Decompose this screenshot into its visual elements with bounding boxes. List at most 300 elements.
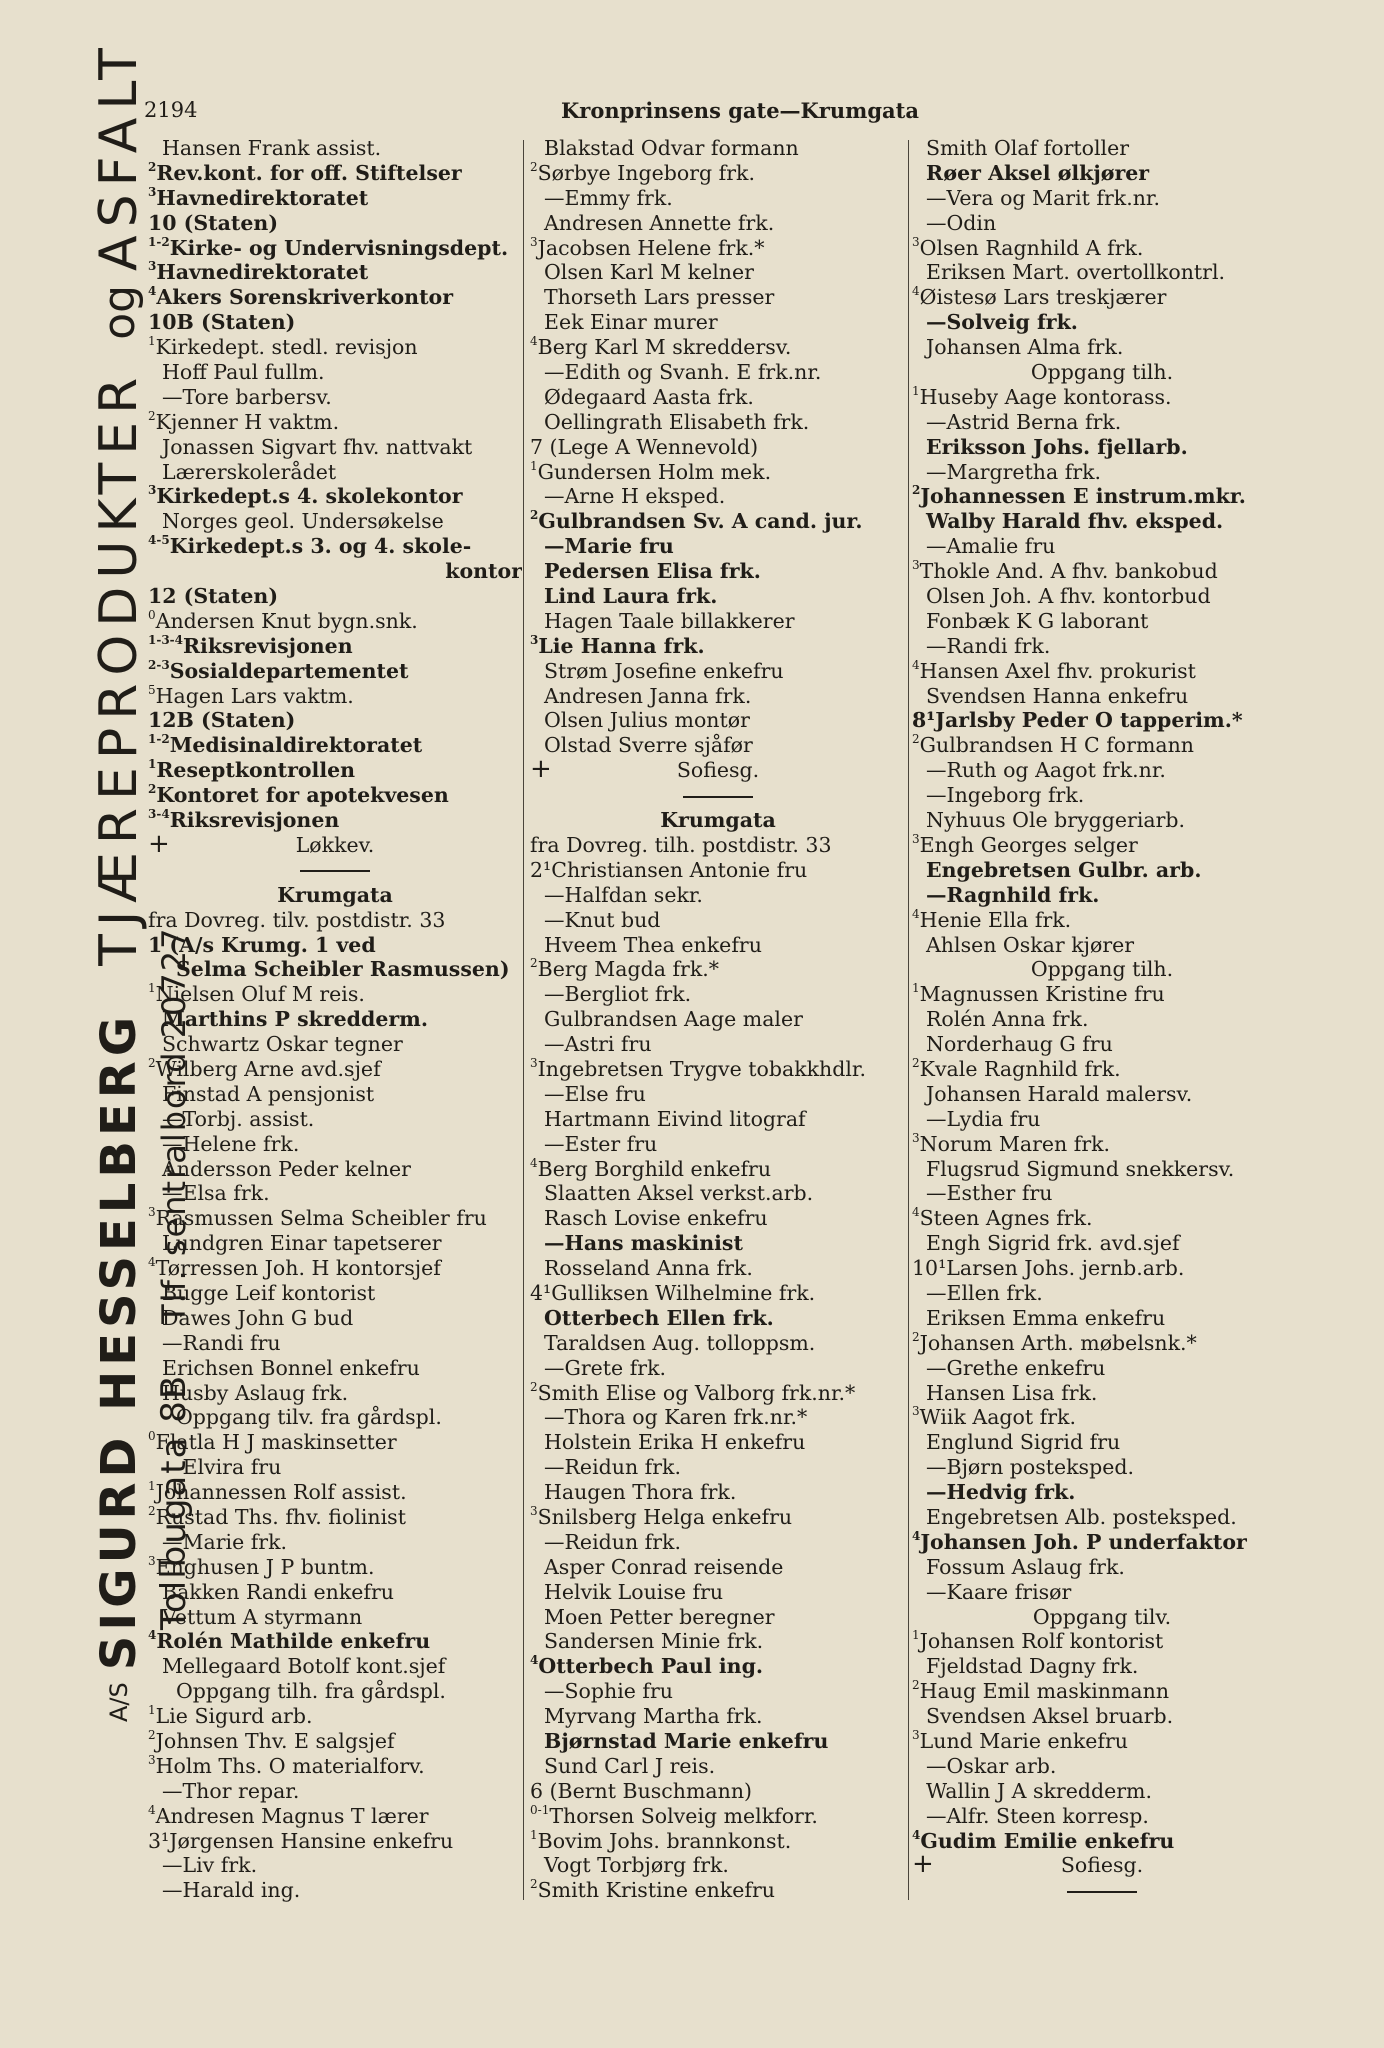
directory-entry xyxy=(530,1754,906,1779)
entry-text: 4¹Gulliksen Wilhelmine frk. xyxy=(530,1280,816,1305)
directory-entry xyxy=(912,1132,1292,1157)
directory-entry xyxy=(912,858,1292,883)
entry-text: Schwartz Oskar tegner xyxy=(162,1032,403,1057)
entry-text: —Marie frk. xyxy=(162,1529,288,1554)
entry-text: Eek Einar murer xyxy=(544,310,718,335)
entry-text: Bjørnstad Marie enkefru xyxy=(544,1729,829,1753)
entry-text: Svendsen Hanna enkefru xyxy=(926,683,1189,708)
directory-entry xyxy=(530,1231,906,1256)
entry-text: Gulbrandsen Sv. A cand. jur. xyxy=(538,509,863,534)
directory-entry xyxy=(148,1181,522,1206)
directory-entry xyxy=(148,1032,522,1057)
directory-entry xyxy=(148,484,522,509)
floor-number: 2 xyxy=(912,1679,920,1693)
directory-entry xyxy=(530,1356,906,1381)
entry-text: Engh Sigrid frk. avd.sjef xyxy=(926,1231,1180,1256)
entry-text: Slaatten Aksel verkst.arb. xyxy=(544,1181,814,1206)
company-prefix: A/S xyxy=(105,1682,133,1722)
floor-number: 4 xyxy=(912,285,920,299)
directory-entry xyxy=(530,808,906,833)
products-asphalt: ASFALT xyxy=(89,40,149,271)
directory-entry xyxy=(148,933,522,958)
directory-entry xyxy=(912,1356,1292,1381)
entry-text: Kirkedept.s 4. skolekontor xyxy=(156,484,463,509)
directory-entry xyxy=(148,808,522,833)
floor-number: 2 xyxy=(912,484,921,498)
directory-entry xyxy=(912,1580,1292,1605)
company-name: SIGURD HESSELBERG xyxy=(91,1011,147,1671)
directory-entry xyxy=(912,634,1292,659)
directory-entry xyxy=(912,1381,1292,1406)
directory-entry xyxy=(530,285,906,310)
directory-entry xyxy=(148,1405,522,1430)
entry-text: Kjenner H vaktm. xyxy=(155,409,340,434)
directory-entry xyxy=(912,659,1292,684)
entry-text: Nielsen Oluf M reis. xyxy=(155,982,365,1007)
floor-number: 2 xyxy=(530,1380,538,1394)
floor-number: 5 xyxy=(148,683,156,697)
entry-text: —Bjørn posteksped. xyxy=(926,1455,1134,1480)
entry-text: Kontoret for apotekvesen xyxy=(156,783,449,808)
entry-text: Blakstad Odvar formann xyxy=(544,136,799,160)
directory-entry xyxy=(148,1057,522,1082)
floor-number: 3 xyxy=(148,1753,156,1767)
floor-number: 2 xyxy=(912,1056,920,1070)
directory-entry xyxy=(148,211,522,236)
directory-entry xyxy=(148,161,522,186)
floor-number: 2 xyxy=(912,1330,920,1344)
directory-entry xyxy=(530,1555,906,1580)
floor-number: 3 xyxy=(912,1131,920,1145)
entry-text: Fjeldstad Dagny frk. xyxy=(926,1654,1139,1679)
entry-text: Krumgata xyxy=(660,808,776,833)
entry-text: Oellingrath Elisabeth frk. xyxy=(544,409,810,434)
entry-text: Hagen Lars vaktm. xyxy=(155,683,354,708)
directory-entry xyxy=(912,161,1292,186)
entry-text: Magnussen Kristine fru xyxy=(919,982,1165,1007)
directory-entry xyxy=(148,509,522,534)
directory-entry xyxy=(148,1256,522,1281)
entry-text: Oppgang tilv. xyxy=(1032,1604,1172,1629)
directory-entry xyxy=(530,1704,906,1729)
directory-entry xyxy=(912,1405,1292,1430)
directory-entry xyxy=(530,1878,906,1903)
entry-text: Olsen Ragnhild A frk. xyxy=(919,235,1144,260)
entry-text: —Ruth og Aagot frk.nr. xyxy=(926,758,1166,783)
entry-text: Tørressen Joh. H kontorsjef xyxy=(155,1256,441,1281)
entry-text: Medisinaldirektoratet xyxy=(169,733,423,758)
directory-entry xyxy=(530,1829,906,1854)
company-address: Tollbugata 8B xyxy=(154,1373,194,1630)
entry-text: Walby Harald fhv. eksped. xyxy=(926,509,1224,534)
entry-text: —Astrid Berna frk. xyxy=(926,409,1122,434)
directory-entry xyxy=(912,460,1292,485)
entry-text: Andresen Magnus T lærer xyxy=(155,1803,429,1828)
entry-text: Pedersen Elisa frk. xyxy=(544,559,761,584)
directory-entry xyxy=(912,1729,1292,1754)
directory-entry xyxy=(148,833,522,858)
entry-text: Rosseland Anna frk. xyxy=(544,1256,753,1281)
entry-text: Svendsen Aksel bruarb. xyxy=(926,1704,1174,1729)
directory-entry xyxy=(148,1853,522,1878)
entry-text: Kirke- og Undervisningsdept. xyxy=(169,235,509,260)
floor-number: 3 xyxy=(148,1554,156,1568)
entry-text: Smith Elise og Valborg frk.nr.* xyxy=(537,1380,856,1405)
directory-entry xyxy=(530,609,906,634)
directory-entry xyxy=(530,460,906,485)
entry-text: —Torbj. assist. xyxy=(162,1106,315,1131)
directory-entry xyxy=(148,1704,522,1729)
directory-entry xyxy=(148,1082,522,1107)
directory-entry xyxy=(912,1779,1292,1804)
entry-text: Flugsrud Sigmund snekkersv. xyxy=(926,1156,1235,1181)
directory-entry xyxy=(148,957,522,982)
directory-entry xyxy=(912,1256,1292,1281)
directory-entry xyxy=(148,1629,522,1654)
directory-entry xyxy=(148,1530,522,1555)
directory-entry xyxy=(148,1580,522,1605)
directory-entry xyxy=(530,310,906,335)
floor-number: 4 xyxy=(912,907,920,921)
directory-entry xyxy=(912,982,1292,1007)
floor-number: 4 xyxy=(530,335,538,349)
directory-entry xyxy=(530,957,906,982)
entry-text: Haugen Thora frk. xyxy=(544,1480,737,1505)
entry-text: Holstein Erika H enkefru xyxy=(544,1430,806,1455)
directory-entry xyxy=(530,1405,906,1430)
directory-entry xyxy=(912,609,1292,634)
directory-entry xyxy=(912,484,1292,509)
directory-entry xyxy=(530,1057,906,1082)
directory-entry xyxy=(148,609,522,634)
entry-text: —Thor repar. xyxy=(162,1778,300,1803)
entry-text: Gulbrandsen Aage maler xyxy=(544,1007,803,1032)
floor-number: 3 xyxy=(912,559,920,573)
directory-entry xyxy=(530,1107,906,1132)
page-header xyxy=(0,98,1384,128)
products-tar: TJÆREPRODUKTER xyxy=(89,369,149,966)
entry-text: Lie Sigurd arb. xyxy=(155,1704,313,1729)
directory-column-1 xyxy=(148,136,522,1903)
directory-entry xyxy=(912,684,1292,709)
directory-entry xyxy=(148,659,522,684)
directory-entry xyxy=(148,1306,522,1331)
floor-number: 1 xyxy=(912,1629,920,1643)
floor-number: 2 xyxy=(530,160,538,174)
entry-text: Henie Ella frk. xyxy=(919,907,1072,932)
floor-number: 3 xyxy=(530,633,539,647)
directory-entry xyxy=(912,1157,1292,1182)
entry-text: Havnedirektoratet xyxy=(156,260,369,285)
entry-text: Thorsen Solveig melkforr. xyxy=(549,1803,818,1828)
directory-entry xyxy=(148,634,522,659)
entry-text: Moen Petter beregner xyxy=(544,1604,775,1629)
entry-text: Johannessen E instrum.mkr. xyxy=(920,484,1246,509)
directory-entry xyxy=(148,410,522,435)
directory-entry xyxy=(530,1007,906,1032)
entry-text: Helvik Louise fru xyxy=(544,1579,724,1604)
entry-text: Sund Carl J reis. xyxy=(544,1753,716,1778)
directory-entry xyxy=(148,335,522,360)
directory-entry xyxy=(530,1530,906,1555)
directory-entry xyxy=(912,883,1292,908)
directory-entry xyxy=(912,559,1292,584)
entry-text: —Hedvig frk. xyxy=(926,1480,1076,1505)
directory-entry xyxy=(530,908,906,933)
directory-entry xyxy=(148,186,522,211)
directory-entry xyxy=(530,1654,906,1679)
directory-entry xyxy=(530,1206,906,1231)
entry-text: —Ellen frk. xyxy=(926,1280,1043,1305)
entry-text: Jacobsen Helene frk.* xyxy=(537,235,765,260)
directory-entry xyxy=(530,1580,906,1605)
floor-number: 1 xyxy=(530,1828,538,1842)
directory-entry xyxy=(912,509,1292,534)
cross-street-icon: + xyxy=(912,1853,934,1879)
entry-text: Oppgang tilh. xyxy=(1030,360,1174,385)
directory-entry xyxy=(912,260,1292,285)
entry-text: —Grete frk. xyxy=(544,1355,667,1380)
directory-entry xyxy=(148,708,522,733)
directory-entry xyxy=(530,1679,906,1704)
directory-entry xyxy=(530,684,906,709)
floor-number: 3 xyxy=(912,832,920,846)
cross-street-icon: + xyxy=(148,832,170,858)
entry-text: Bugge Leif kontorist xyxy=(162,1280,376,1305)
entry-text: Thokle And. A fhv. bankobud xyxy=(919,559,1218,584)
directory-entry xyxy=(530,1157,906,1182)
directory-entry xyxy=(912,1181,1292,1206)
directory-entry xyxy=(148,1804,522,1829)
floor-number: 2 xyxy=(530,957,538,971)
entry-text: Andresen Janna frk. xyxy=(544,683,752,708)
floor-number: 4 xyxy=(530,1654,539,1668)
entry-text: —Reidun frk. xyxy=(544,1529,681,1554)
entry-text: 12 (Staten) xyxy=(148,584,279,609)
entry-text: Finstad A pensjonist xyxy=(162,1081,375,1106)
floor-number: 4 xyxy=(912,1206,920,1220)
entry-text: —Solveig frk. xyxy=(926,310,1078,335)
directory-entry xyxy=(148,1107,522,1132)
directory-entry xyxy=(530,1605,906,1630)
entry-text: Husby Aslaug frk. xyxy=(162,1380,349,1405)
entry-text: Flatla H J maskinsetter xyxy=(155,1430,397,1455)
entry-text: Hagen Taale billakkerer xyxy=(544,608,795,633)
entry-text: fra Dovreg. tilh. postdistr. 33 xyxy=(530,832,832,857)
directory-entry xyxy=(530,858,906,883)
directory-entry xyxy=(912,435,1292,460)
directory-entry xyxy=(912,385,1292,410)
entry-text: —Vera og Marit frk.nr. xyxy=(926,185,1160,210)
directory-entry xyxy=(530,1181,906,1206)
entry-text: fra Dovreg. tilv. postdistr. 33 xyxy=(148,907,446,932)
entry-text: —Oskar arb. xyxy=(926,1753,1057,1778)
directory-entry xyxy=(912,1654,1292,1679)
entry-text: —Kaare frisør xyxy=(926,1579,1072,1604)
entry-text: Olsen Karl M kelner xyxy=(544,260,754,285)
entry-text: —Elvira fru xyxy=(162,1455,282,1480)
directory-entry xyxy=(912,1754,1292,1779)
floor-number: 2 xyxy=(912,733,920,747)
floor-number: 3-4 xyxy=(148,808,170,822)
directory-entry xyxy=(530,335,906,360)
company-phone: Tlf. sentralbord 20727 xyxy=(155,926,193,1324)
directory-entry xyxy=(530,1082,906,1107)
entry-text: Berg Borghild enkefru xyxy=(537,1156,772,1181)
entry-text: Kirkedept.s 3. og 4. skole- xyxy=(169,534,472,559)
entry-text: Sofiesg. xyxy=(1060,1853,1144,1878)
directory-entry xyxy=(148,1729,522,1754)
entry-text: Otterbech Ellen frk. xyxy=(544,1305,774,1330)
entry-text: Holm Ths. O materialforv. xyxy=(155,1753,425,1778)
entry-text: —Knut bud xyxy=(544,907,661,932)
entry-text: Hansen Frank assist. xyxy=(162,136,382,160)
entry-text: Marthins P skredderm. xyxy=(162,1007,428,1032)
entry-text: Andersen Knut bygn.snk. xyxy=(155,608,418,633)
entry-text: Asper Conrad reisende xyxy=(544,1554,784,1579)
directory-entry xyxy=(912,1331,1292,1356)
floor-number: 2 xyxy=(148,783,157,797)
directory-entry xyxy=(148,982,522,1007)
directory-entry xyxy=(530,136,906,161)
entry-text: Smith Olaf fortoller xyxy=(926,136,1130,160)
entry-text: Wallin J A skredderm. xyxy=(926,1778,1152,1803)
entry-text: Rasmussen Selma Scheibler fru xyxy=(155,1206,487,1231)
entry-text: Løkkev. xyxy=(295,832,375,857)
entry-text: —Ester fru xyxy=(544,1131,658,1156)
directory-entry xyxy=(530,385,906,410)
directory-entry xyxy=(912,758,1292,783)
directory-entry xyxy=(912,1231,1292,1256)
floor-number: 2 xyxy=(530,509,539,523)
entry-text: Olstad Sverre sjåfør xyxy=(544,733,753,758)
entry-text: Hveem Thea enkefru xyxy=(544,932,762,957)
entry-text: Ingebretsen Trygve tobakkhdlr. xyxy=(537,1056,866,1081)
entry-text: Hansen Axel fhv. prokurist xyxy=(919,658,1196,683)
floor-number: 0 xyxy=(148,608,156,622)
entry-text: —Emmy frk. xyxy=(544,185,673,210)
directory-entry xyxy=(530,435,906,460)
entry-text: Johansen Arth. møbelsnk.* xyxy=(919,1330,1197,1355)
directory-entry xyxy=(912,1281,1292,1306)
entry-text: Taraldsen Aug. tolloppsm. xyxy=(544,1330,816,1355)
entry-text: Lundgren Einar tapetserer xyxy=(162,1231,442,1256)
entry-text: Johansen Harald malersv. xyxy=(926,1081,1193,1106)
directory-entry xyxy=(148,1878,522,1903)
directory-entry xyxy=(148,310,522,335)
entry-text: Riksrevisjonen xyxy=(169,808,340,833)
entry-text: Myrvang Martha frk. xyxy=(544,1704,763,1729)
entry-text: Olsen Joh. A fhv. kontorbud xyxy=(926,584,1211,609)
entry-text: Ødegaard Aasta frk. xyxy=(544,384,754,409)
floor-number: 2 xyxy=(148,160,157,174)
products-connector: og xyxy=(93,284,145,340)
floor-number: 4 xyxy=(530,1156,538,1170)
floor-number: 3 xyxy=(530,1504,538,1518)
entry-text: —Sophie fru xyxy=(544,1679,674,1704)
entry-text: Wiik Aagot frk. xyxy=(919,1405,1076,1430)
directory-entry xyxy=(530,211,906,236)
directory-entry xyxy=(148,1231,522,1256)
entry-text: —Hans maskinist xyxy=(544,1231,743,1256)
directory-entry xyxy=(148,1679,522,1704)
directory-entry xyxy=(148,360,522,385)
directory-entry xyxy=(530,410,906,435)
entry-text: —Grethe enkefru xyxy=(926,1355,1106,1380)
entry-text: —Bergliot frk. xyxy=(544,982,692,1007)
directory-entry xyxy=(148,883,522,908)
entry-text: —Reidun frk. xyxy=(544,1455,681,1480)
directory-entry xyxy=(912,933,1292,958)
directory-entry xyxy=(912,186,1292,211)
entry-text: Fossum Aslaug frk. xyxy=(926,1554,1125,1579)
directory-entry xyxy=(912,1679,1292,1704)
entry-text: Erichsen Bonnel enkefru xyxy=(162,1355,420,1380)
floor-number: 4 xyxy=(912,1529,921,1543)
entry-text: —Elsa frk. xyxy=(162,1181,270,1206)
cross-street-icon: + xyxy=(530,758,552,784)
directory-entry xyxy=(148,285,522,310)
floor-number: 3 xyxy=(148,260,157,274)
entry-text: 7 (Lege A Wennevold) xyxy=(530,434,759,459)
directory-entry xyxy=(148,260,522,285)
directory-entry xyxy=(912,1829,1292,1854)
directory-entry xyxy=(912,908,1292,933)
entry-text: —Thora og Karen frk.nr.* xyxy=(544,1405,808,1430)
column-divider xyxy=(523,140,524,1900)
entry-text: —Edith og Svanh. E frk.nr. xyxy=(544,360,822,385)
entry-text: Vettum A styrmann xyxy=(162,1604,363,1629)
directory-entry xyxy=(912,285,1292,310)
floor-number: 4 xyxy=(148,1256,156,1270)
directory-entry xyxy=(912,1107,1292,1132)
entry-text: Norderhaug G fru xyxy=(926,1032,1113,1057)
directory-entry xyxy=(912,957,1292,982)
directory-entry xyxy=(530,559,906,584)
floor-number: 2 xyxy=(530,1878,538,1892)
directory-column-2 xyxy=(530,136,906,1903)
entry-text: Thorseth Lars presser xyxy=(544,285,775,310)
entry-text: Rolén Mathilde enkefru xyxy=(156,1629,431,1654)
entry-text: Rev.kont. for off. Stiftelser xyxy=(156,160,462,185)
running-head: Kronprinsens gate—Krumgata xyxy=(561,98,919,123)
directory-entry xyxy=(148,1555,522,1580)
directory-entry xyxy=(530,733,906,758)
directory-entry xyxy=(148,435,522,460)
directory-entry xyxy=(530,1629,906,1654)
entry-text: Berg Karl M skreddersv. xyxy=(537,335,792,360)
entry-text: Hansen Lisa frk. xyxy=(926,1380,1098,1405)
directory-entry xyxy=(148,559,522,584)
entry-text: Johansen Joh. P underfaktor xyxy=(920,1529,1247,1554)
directory-entry xyxy=(912,1853,1292,1878)
directory-entry xyxy=(148,1381,522,1406)
floor-number: 3 xyxy=(148,185,157,199)
directory-entry xyxy=(148,460,522,485)
entry-text: Eriksen Mart. overtollkontrl. xyxy=(926,260,1226,285)
entry-text: Johansen Rolf kontorist xyxy=(919,1629,1164,1654)
entry-text: —Helene frk. xyxy=(162,1131,300,1156)
entry-text: Jonassen Sigvart fhv. nattvakt xyxy=(162,434,473,459)
floor-number: 3 xyxy=(912,1405,920,1419)
directory-entry xyxy=(148,1281,522,1306)
directory-entry xyxy=(912,1057,1292,1082)
directory-entry xyxy=(530,758,906,783)
directory-entry xyxy=(530,1331,906,1356)
directory-entry xyxy=(148,136,522,161)
floor-number: 1 xyxy=(148,335,156,349)
entry-text: Johnsen Thv. E salgsjef xyxy=(155,1729,395,1753)
